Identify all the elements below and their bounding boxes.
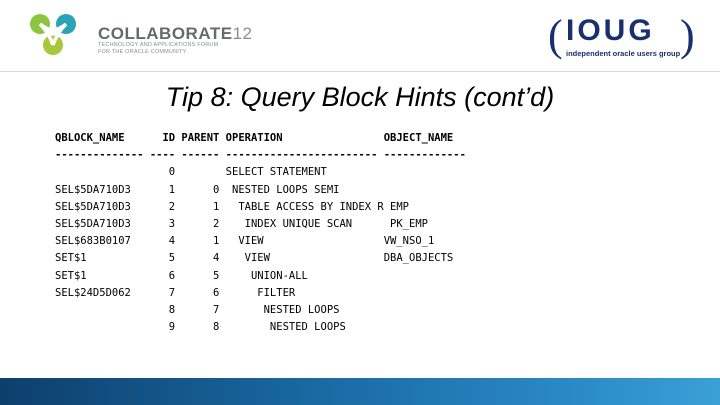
ioug-tagline: independent oracle users group [566, 49, 681, 58]
plan-separator-row: -------------- ---- ------ ------------------------ ------------- [55, 149, 466, 162]
plan-row: SEL$5DA710D3 2 1 TABLE ACCESS BY INDEX R EMP [55, 200, 410, 213]
collaborate-logo-icon [24, 12, 82, 58]
collaborate-subtitle [98, 42, 218, 56]
header-divider [0, 71, 720, 72]
collaborate-subtitle-line-1: TECHNOLOGY AND APPLICATIONS FORUM [98, 42, 219, 48]
collaborate-subtitle-line-2: FOR THE ORACLE COMMUNITY [98, 49, 187, 55]
collaborate-brand: COLLABORATE [98, 24, 233, 43]
collaborate-wordmark [98, 24, 252, 44]
plan-row: SEL$24D5D062 7 6 FILTER [55, 286, 296, 299]
plan-row: SEL$683B0107 4 1 VIEW VW_NSO_1 [55, 235, 435, 248]
execution-plan-listing [55, 130, 466, 336]
plan-row: 9 8 NESTED LOOPS [55, 321, 346, 334]
footer-band [0, 378, 720, 405]
ioug-left-paren-icon: ( [548, 11, 563, 60]
plan-row: 0 SELECT STATEMENT [55, 166, 327, 179]
ioug-right-paren-icon: ) [680, 11, 695, 60]
plan-row: 8 7 NESTED LOOPS [55, 303, 340, 316]
plan-row: SEL$5DA710D3 3 2 INDEX UNIQUE SCAN PK_EMP [55, 217, 428, 230]
collaborate-year: 12 [232, 24, 253, 43]
plan-row: SEL$5DA710D3 1 0 NESTED LOOPS SEMI [55, 183, 340, 196]
plan-row: SET$1 6 5 UNION-ALL [55, 269, 308, 282]
slide-header [0, 0, 720, 72]
ioug-wordmark: IOUG [566, 14, 655, 47]
plan-header-row: QBLOCK_NAME ID PARENT OPERATION OBJECT_NAME [55, 132, 454, 144]
slide-title: Tip 8: Query Block Hints (cont’d) [165, 82, 555, 112]
plan-row: SET$1 5 4 VIEW DBA_OBJECTS [55, 252, 454, 265]
